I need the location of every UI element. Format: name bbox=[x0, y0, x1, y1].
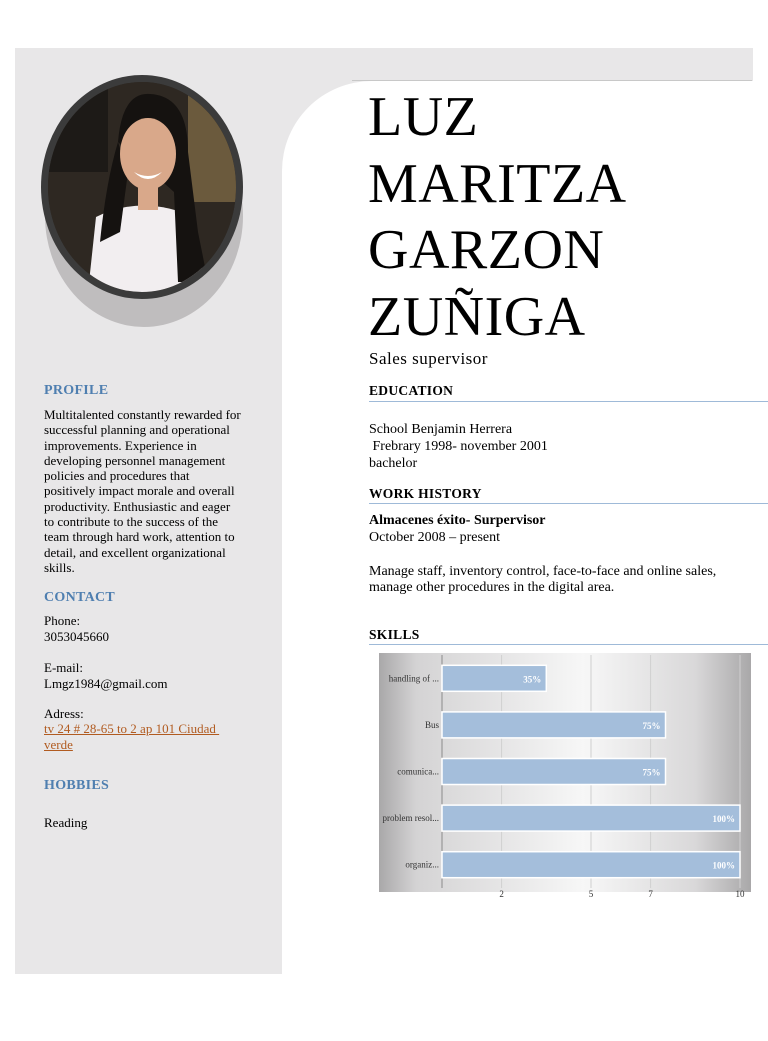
person-name bbox=[368, 84, 627, 350]
education-divider bbox=[369, 401, 768, 402]
name-line: ZUÑIGA bbox=[368, 285, 586, 348]
work-description-line: Manage staff, inventory control, face-to-face and online sales, bbox=[369, 564, 717, 579]
skill-bar-value: 100% bbox=[712, 814, 735, 825]
address-link-line-2[interactable]: verde bbox=[44, 737, 73, 752]
education-school: School Benjamin Herrera bbox=[369, 422, 513, 437]
email-value: Lmgz1984@gmail.com bbox=[44, 676, 168, 691]
phone-value: 3053045660 bbox=[44, 629, 109, 644]
profile-heading: PROFILE bbox=[44, 383, 109, 398]
skill-bar bbox=[442, 759, 666, 785]
profile-line: productivity. Enthusiastic and eager bbox=[44, 498, 231, 514]
profile-line: detail, and excellent organizational bbox=[44, 544, 226, 560]
chart-x-tick-label: 2 bbox=[499, 889, 504, 899]
job-title: Sales supervisor bbox=[369, 349, 488, 368]
work-description-line: manage other procedures in the digital area. bbox=[369, 580, 615, 595]
skill-category-label: comunica... bbox=[397, 766, 439, 777]
education-degree: bachelor bbox=[369, 456, 418, 471]
skill-category-label: Bus bbox=[424, 719, 439, 730]
skills-divider bbox=[369, 644, 768, 645]
skill-bar bbox=[442, 805, 740, 831]
work-history-divider bbox=[369, 503, 768, 504]
profile-line: to contribute to the success of the bbox=[44, 514, 219, 530]
profile-line: developing personnel management bbox=[44, 452, 226, 468]
education-dates: Frebrary 1998- november 2001 bbox=[369, 439, 548, 454]
skill-bar-value: 100% bbox=[712, 860, 735, 871]
work-job-title: Almacenes éxito- Surpervisor bbox=[369, 513, 546, 528]
name-line: LUZ bbox=[368, 86, 479, 148]
phone-label: Phone: bbox=[44, 613, 81, 628]
profile-line: successful planning and operational bbox=[44, 422, 230, 438]
skill-category-label: organiz... bbox=[405, 859, 439, 870]
work-dates: October 2008 – present bbox=[369, 530, 501, 545]
contact-heading: CONTACT bbox=[44, 590, 116, 605]
profile-photo bbox=[48, 82, 236, 292]
profile-line: Multitalented constantly rewarded for bbox=[44, 407, 241, 422]
skills-chart bbox=[360, 650, 760, 905]
email-label: E-mail: bbox=[44, 660, 83, 675]
skills-heading: SKILLS bbox=[369, 627, 420, 642]
work-history-heading: WORK HISTORY bbox=[369, 486, 482, 501]
skill-bar-value: 75% bbox=[642, 720, 661, 731]
skill-bar bbox=[442, 852, 740, 878]
chart-x-tick-label: 7 bbox=[648, 889, 653, 899]
skill-bar bbox=[442, 712, 666, 738]
profile-photo-image bbox=[48, 82, 236, 292]
skill-category-label: problem resol... bbox=[382, 813, 439, 824]
hobbies-heading: HOBBIES bbox=[44, 778, 110, 793]
name-line: GARZON bbox=[368, 219, 605, 281]
profile-line: team through hard work, attention to bbox=[44, 529, 235, 545]
top-divider bbox=[352, 80, 752, 81]
profile-line: skills. bbox=[44, 559, 75, 575]
profile-line: policies and procedures that bbox=[44, 468, 190, 484]
name-line: MARITZA bbox=[368, 152, 627, 215]
skill-bar-value: 75% bbox=[642, 767, 661, 778]
chart-x-tick-label: 10 bbox=[735, 889, 745, 899]
profile-text bbox=[44, 407, 266, 575]
education-heading: EDUCATION bbox=[369, 383, 454, 398]
skill-category-label: handling of ... bbox=[388, 673, 439, 684]
profile-line: improvements. Experience in bbox=[44, 437, 197, 453]
skill-bar-value: 35% bbox=[523, 674, 542, 685]
chart-x-tick-label: 5 bbox=[588, 889, 594, 899]
profile-line: positively impact morale and overall bbox=[44, 483, 235, 499]
address-label: Adress: bbox=[44, 706, 84, 721]
hobby-item: Reading bbox=[44, 815, 88, 830]
address-link-line-1[interactable]: tv 24 # 28-65 to 2 ap 101 Ciudad bbox=[44, 721, 220, 736]
